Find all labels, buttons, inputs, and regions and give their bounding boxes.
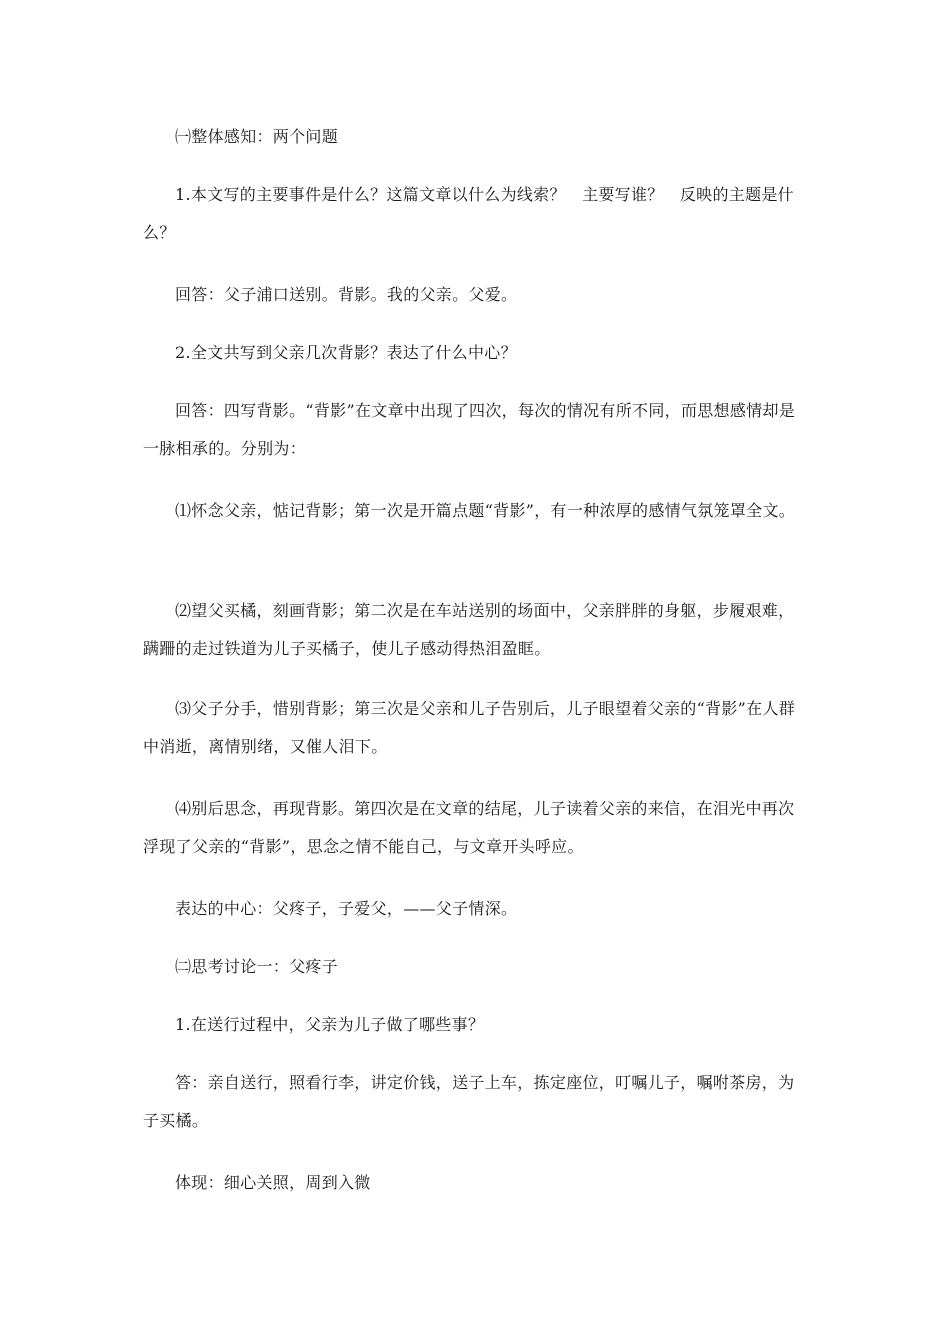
question-1: 1.本文写的主要事件是什么？这篇文章以什么为线索？ 主要写谁？ 反映的主题是什么？ [143,185,794,242]
answer-1: 回答：父子浦口送别。背影。我的父亲。父爱。 [175,285,518,304]
item-4: ⑷别后思念，再现背影。第四次是在文章的结尾，儿子读着父亲的来信，在泪光中再次浮现了父亲的“背影”，思念之情不能自己，与文章开头呼应。 [143,799,795,856]
answer-3: 答：亲自送行，照看行李，讲定价钱，送子上车，拣定座位，叮嘱儿子，嘱咐茶房，为子买橘。 [143,1073,795,1130]
question-2: 2.全文共写到父亲几次背影？表达了什么中心？ [175,343,517,362]
question-3: 1.在送行过程中，父亲为儿子做了哪些事？ [175,1015,485,1034]
section-heading-discussion: ㈡思考讨论一：父疼子 [175,957,339,976]
central-idea: 表达的中心：父疼子，子爱父，——父子情深。 [175,899,518,918]
item-3: ⑶父子分手，惜别背影；第三次是父亲和儿子告别后，儿子眼望着父亲的“背影”在人群中消逝，离情别绪，又催人泪下。 [143,699,796,756]
answer-2: 回答：四写背影。“背影”在文章中出现了四次，每次的情况有所不同，而思想感情却是一脉相承的。分别为： [143,401,796,458]
item-1: ⑴怀念父亲，惦记背影；第一次是开篇点题“背影”，有一种浓厚的感情气氛笼罩全文。 [175,501,796,520]
item-2: ⑵望父买橘，刻画背影；第二次是在车站送别的场面中，父亲胖胖的身躯，步履艰难，蹒跚的走过铁道为儿子买橘子，使儿子感动得热泪盈眶。 [143,601,795,658]
section-heading-overall: ㈠整体感知：两个问题 [175,127,339,146]
reflection: 体现：细心关照，周到入微 [175,1173,371,1192]
